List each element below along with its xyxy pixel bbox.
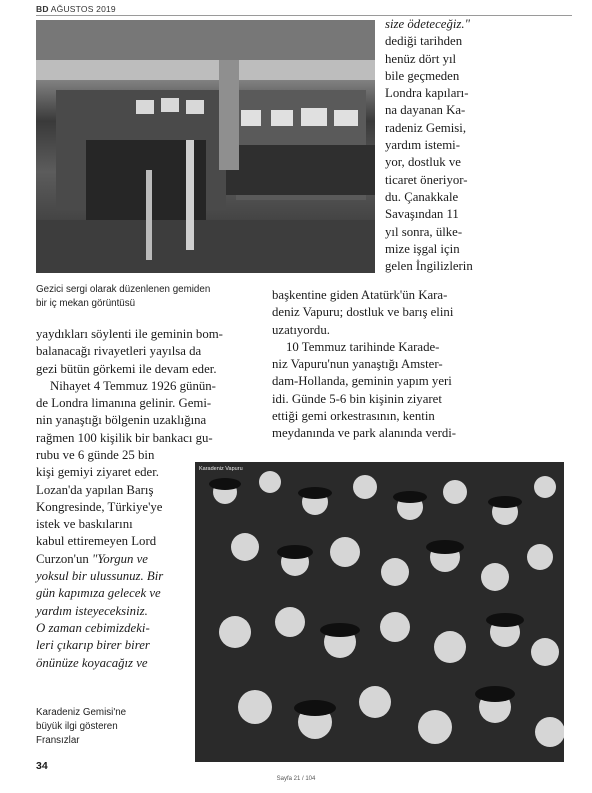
- text-line: dediği tarihden: [385, 34, 463, 49]
- text-line: yaydıkları söylenti ile geminin bom-: [36, 327, 223, 341]
- text-line: [36, 551, 192, 568]
- text-line: Lozan'da yapılan Barış: [36, 482, 154, 497]
- right-column-wide: [272, 287, 572, 443]
- text-line: yardım istemi-: [385, 138, 460, 153]
- text-line: Nihayet 4 Temmuz 1926 günün-: [50, 378, 216, 393]
- text-line: 10 Temmuz tarihinde Karade-: [286, 339, 440, 354]
- photo-credit: Karadeniz Vapuru: [199, 466, 243, 472]
- text-line: size ödeteceğiz.": [385, 17, 470, 31]
- caption-line: Gezici sergi olarak düzenlenen gemiden: [36, 284, 211, 295]
- caption-line: Karadeniz Gemisi'ne: [36, 707, 127, 718]
- ship-interior-illustration: [36, 20, 375, 273]
- text-line: başkentine giden Atatürk'ün Kara-: [272, 288, 448, 302]
- text-line: mize işgal için: [385, 241, 460, 256]
- quote-line: önünüze koyacağız ve: [36, 655, 148, 670]
- curzon-name: Curzon'un: [36, 551, 89, 566]
- text-line: kişi gemiyi ziyaret eder.: [36, 465, 159, 480]
- text-line: gelen İngilizlerin: [385, 259, 473, 274]
- text-line: na dayanan Ka-: [385, 103, 466, 118]
- ship-interior-photo: [36, 20, 375, 273]
- text-line: nin yanaştığı bölgenin uzaklığına: [36, 413, 207, 428]
- left-column-narrow: [36, 447, 192, 672]
- quote-line: gün kapımıza gelecek ve: [36, 586, 161, 601]
- text-line: dam-Hollanda, geminin yapım yeri: [272, 374, 452, 389]
- text-line: balanacağı rivayetleri yayılsa da: [36, 344, 202, 359]
- crowd-illustration: [195, 462, 564, 762]
- quote-line: yardım isteyeceksiniz.: [36, 603, 148, 618]
- text-line: niz Vapuru'nun yanaştığı Amster-: [272, 357, 443, 372]
- quote-line: O zaman cebimizdeki-: [36, 620, 150, 635]
- page-number: 34: [36, 760, 48, 772]
- text-line: radeniz Gemisi,: [385, 120, 467, 135]
- text-line: istek ve baskılarını: [36, 517, 133, 532]
- text-line: yıl sonra, ülke-: [385, 224, 463, 239]
- text-line: gezi bütün görkemi ile devam eder.: [36, 361, 217, 376]
- text-line: deniz Vapuru; dostluk ve barış elini: [272, 305, 454, 320]
- caption-line: büyük ilgi gösteren: [36, 721, 118, 732]
- caption-line: Fransızlar: [36, 735, 80, 746]
- text-line: idi. Günde 5-6 bin kişinin ziyaret: [272, 391, 442, 406]
- magazine-header: [36, 4, 116, 14]
- text-line: Londra kapıları-: [385, 86, 469, 101]
- photo1-caption: [36, 283, 210, 311]
- text-line: Kongresinde, Türkiye'ye: [36, 499, 163, 514]
- text-line: bile geçmeden: [385, 68, 460, 83]
- text-line: de Londra limanına gelinir. Gemi-: [36, 396, 212, 411]
- photo2-caption: [36, 706, 126, 748]
- quote-line: leri çıkarıp birer birer: [36, 638, 150, 653]
- text-line: rağmen 100 kişilik bir bankacı gu-: [36, 430, 213, 445]
- left-column-wide: [36, 326, 256, 447]
- issue-date: AĞUSTOS 2019: [50, 4, 116, 14]
- text-line: yor, dostluk ve: [385, 155, 461, 170]
- caption-line: bir iç mekan görüntüsü: [36, 298, 136, 309]
- text-line: ettiği gemi orkestrasının, kentin: [272, 409, 435, 424]
- crowd-photo: [195, 462, 564, 762]
- text-line: uzatıyordu.: [272, 322, 330, 337]
- quote-text: "Yorgun ve: [91, 551, 148, 566]
- text-line: ticaret öneriyor-: [385, 172, 468, 187]
- brand-mark: BD: [36, 4, 49, 14]
- text-line: kabul ettiremeyen Lord: [36, 534, 157, 549]
- quote-line: yoksul bir ulussunuz. Bir: [36, 569, 164, 584]
- right-column-top: [385, 16, 565, 275]
- text-line: meydanında ve park alanında verdi-: [272, 426, 457, 441]
- text-line: rubu ve 6 günde 25 bin: [36, 448, 155, 462]
- text-line: Savaşından 11: [385, 207, 459, 222]
- text-line: henüz dört yıl: [385, 51, 457, 66]
- text-line: du. Çanakkale: [385, 189, 459, 204]
- page-footer: Sayfa 21 / 104: [276, 776, 316, 782]
